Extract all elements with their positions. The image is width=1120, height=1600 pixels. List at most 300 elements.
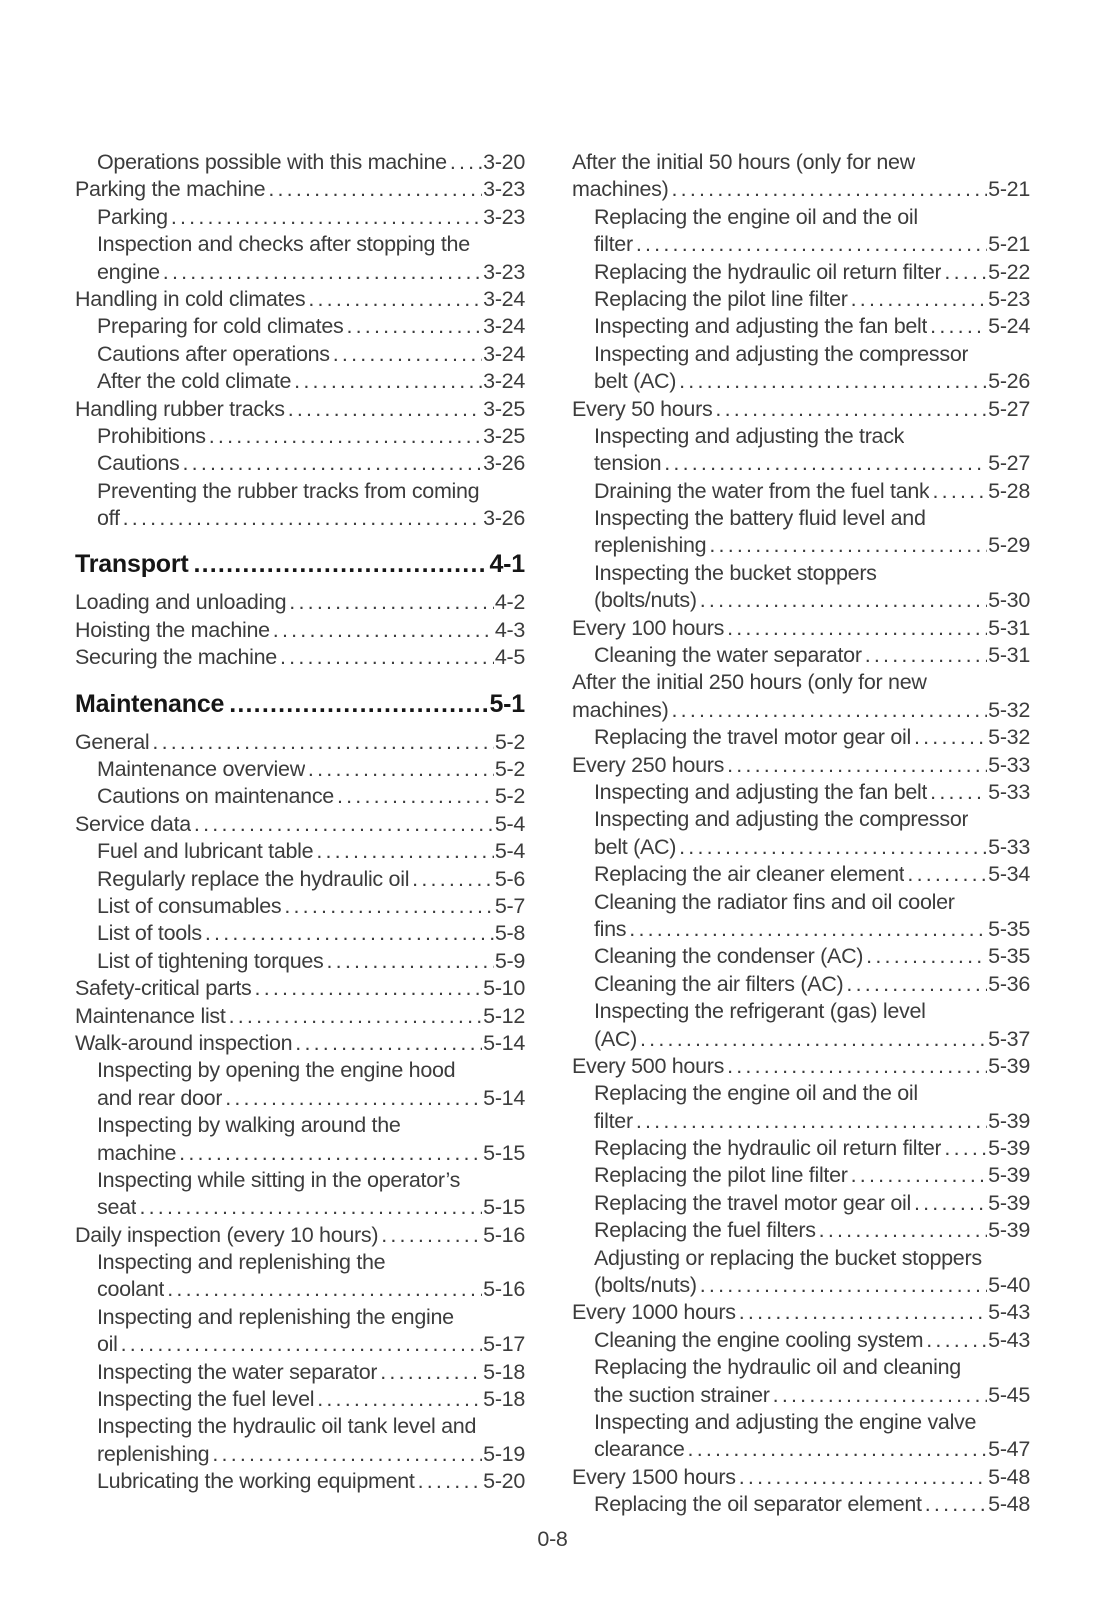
dot-leader (176, 1141, 482, 1166)
toc-page-number: 5-43 (988, 1300, 1030, 1325)
toc-page-number: 4-2 (494, 590, 525, 615)
toc-page-number: 5-9 (494, 948, 525, 973)
toc-entry-text: Replacing the pilot line filter (594, 286, 848, 311)
toc-page-number: 5-27 (988, 396, 1030, 421)
toc-entry-text: Every 250 hours (572, 752, 725, 777)
dot-leader (661, 451, 987, 476)
toc-entry (75, 314, 525, 341)
toc-page-number: 5-31 (988, 615, 1030, 640)
dot-leader (668, 177, 987, 202)
dot-leader (676, 369, 987, 394)
toc-page-number: 5-40 (988, 1273, 1030, 1298)
toc-entry (75, 949, 525, 976)
toc-entry-text: General (75, 729, 150, 754)
toc-page-number: 3-23 (483, 259, 525, 284)
toc-page-number: 5-10 (483, 976, 525, 1001)
toc-entry-text: Cautions on maintenance (97, 784, 334, 809)
dot-leader (941, 260, 987, 285)
toc-entry-text: oil (97, 1332, 118, 1357)
toc-entry (572, 890, 1030, 917)
dot-leader (409, 867, 494, 892)
toc-page-number: 3-26 (483, 506, 525, 531)
dot-leader (626, 917, 987, 942)
dot-leader (927, 780, 987, 805)
dot-leader (863, 944, 987, 969)
toc-entry-text: machine (97, 1140, 177, 1165)
toc-page-number: 5-47 (988, 1437, 1030, 1462)
toc-entry-text: Inspecting the fuel level (97, 1387, 315, 1412)
dot-leader (668, 698, 987, 723)
toc-page-number: 5-29 (988, 533, 1030, 558)
toc-entry (75, 1442, 525, 1469)
toc-entry (75, 1004, 525, 1031)
toc-entry (572, 342, 1030, 369)
toc-page-number: 3-23 (483, 204, 525, 229)
toc-entry-text: seat (97, 1195, 137, 1220)
toc-page-number: 3-24 (483, 286, 525, 311)
toc-entry-text: Inspecting the battery fluid level and (594, 506, 926, 531)
toc-page-number: 5-14 (483, 1085, 525, 1110)
toc-entry (572, 479, 1030, 506)
toc-entry (75, 590, 525, 617)
toc-entry (572, 1273, 1030, 1300)
toc-entry (75, 784, 525, 811)
toc-entry-text: (AC) (594, 1026, 637, 1051)
toc-page-number: 5-4 (494, 839, 525, 864)
toc-page-number: 5-2 (494, 784, 525, 809)
toc-section-heading (75, 550, 525, 579)
toc-page-number: 5-39 (988, 1163, 1030, 1188)
toc-entry-text: Replacing the travel motor gear oil (594, 725, 911, 750)
toc-entry-text: Replacing the engine oil and the oil (594, 204, 918, 229)
toc-page-number: 5-39 (988, 1190, 1030, 1215)
dot-leader (706, 533, 987, 558)
toc-entry (75, 645, 525, 672)
toc-entry-text: Inspecting and adjusting the track (594, 423, 905, 448)
toc-page-number: 5-39 (988, 1108, 1030, 1133)
toc-entry (75, 1195, 525, 1222)
toc-entry-text: Inspecting and replenishing the (97, 1250, 386, 1275)
toc-entry-text: Operations possible with this machine (97, 150, 447, 174)
toc-entry-text: After the initial 250 hours (only for new (572, 670, 927, 695)
toc-entry (75, 479, 525, 506)
dot-leader (305, 287, 482, 312)
dot-leader (378, 1223, 482, 1248)
toc-entry (75, 369, 525, 396)
toc-entry (572, 835, 1030, 862)
dot-leader (697, 588, 987, 613)
toc-entry (572, 1027, 1030, 1054)
dot-leader (724, 1054, 987, 1079)
toc-entry-text: Safety-critical parts (75, 976, 252, 1001)
dot-leader (164, 1277, 482, 1302)
toc-page-number: 4-1 (489, 550, 525, 579)
toc-page-number: 5-45 (988, 1382, 1030, 1407)
toc-entry-text: Inspecting by walking around the (97, 1113, 401, 1138)
toc-entry (75, 1360, 525, 1387)
toc-entry (572, 1328, 1030, 1355)
toc-entry-text: Replacing the air cleaner element (594, 862, 905, 887)
toc-entry-text: Regularly replace the hydraulic oil (97, 866, 410, 891)
toc-entry (75, 1277, 525, 1304)
toc-entry-text: fins (594, 916, 627, 941)
toc-entry (572, 1191, 1030, 1218)
dot-leader (736, 1465, 987, 1490)
toc-entry-text: Maintenance (75, 689, 225, 718)
dot-leader (927, 314, 987, 339)
dot-leader (848, 1163, 988, 1188)
toc-entry-text: Daily inspection (every 10 hours) (75, 1222, 379, 1247)
toc-entry-text: machines) (572, 177, 669, 202)
toc-entry-text: Inspecting and adjusting the engine valve (594, 1409, 977, 1434)
dot-leader (676, 835, 987, 860)
toc-entry (572, 287, 1030, 314)
toc-entry-text: Cleaning the radiator fins and oil cooler (594, 889, 955, 914)
dot-leader (904, 862, 987, 887)
toc-entry (75, 451, 525, 478)
toc-entry (572, 1437, 1030, 1464)
dot-leader (323, 949, 493, 974)
dot-leader (712, 397, 987, 422)
toc-entry-text: Adjusting or replacing the bucket stoppers (594, 1245, 982, 1270)
toc-entry-text: After the cold climate (97, 369, 292, 394)
toc-entry (75, 618, 525, 645)
toc-entry (75, 1305, 525, 1332)
toc-entry-text: Replacing the pilot line filter (594, 1163, 848, 1188)
toc-entry (75, 812, 525, 839)
toc-entry (572, 205, 1030, 232)
toc-entry (572, 1246, 1030, 1273)
toc-entry-text: Preventing the rubber tracks from coming (97, 478, 480, 503)
toc-entry (75, 287, 525, 314)
toc-entry (572, 1300, 1030, 1327)
toc-entry-text: Maintenance list (75, 1003, 226, 1028)
toc-entry-text: Inspection and checks after stopping the (97, 232, 470, 257)
dot-leader (736, 1300, 987, 1325)
toc-entry (572, 260, 1030, 287)
toc-entry-text: replenishing (594, 533, 707, 558)
toc-page-number: 5-21 (988, 232, 1030, 257)
toc-entry (572, 698, 1030, 725)
toc-entry-text: List of tools (97, 921, 202, 946)
toc-entry (75, 1223, 525, 1250)
dot-leader (285, 397, 482, 422)
toc-entry-text: coolant (97, 1277, 165, 1302)
dot-leader (929, 479, 987, 504)
dot-leader (637, 1027, 987, 1052)
toc-entry (572, 1163, 1030, 1190)
toc-page-number: 5-26 (988, 369, 1030, 394)
toc-entry-text: Fuel and lubricant table (97, 839, 314, 864)
dot-leader (633, 1109, 987, 1134)
dot-leader (202, 921, 494, 946)
toc-entry-text: Every 1500 hours (572, 1464, 736, 1489)
toc-page-number: 5-32 (988, 697, 1030, 722)
toc-entry (572, 1492, 1030, 1519)
toc-entry-text: Inspecting the water separator (97, 1359, 378, 1384)
dot-leader (305, 757, 494, 782)
toc-entry (75, 342, 525, 369)
toc-page-number: 5-32 (988, 725, 1030, 750)
toc-entry (572, 807, 1030, 834)
toc-page-number: 5-2 (494, 729, 525, 754)
dot-leader (343, 314, 482, 339)
toc-entry-text: Inspecting and adjusting the fan belt (594, 314, 928, 339)
toc-entry (572, 917, 1030, 944)
toc-entry (572, 643, 1030, 670)
toc-page-number: 4-3 (494, 617, 525, 642)
dot-leader (415, 1469, 483, 1494)
toc-entry (572, 150, 1030, 177)
toc-entry-text: Every 1000 hours (572, 1300, 736, 1325)
dot-leader (270, 618, 494, 643)
toc-entry (572, 944, 1030, 971)
toc-entry (572, 972, 1030, 999)
dot-leader (941, 1136, 987, 1161)
toc-page-number: 5-18 (483, 1387, 525, 1412)
toc-entry (75, 1031, 525, 1058)
toc-entry-text: Draining the water from the fuel tank (594, 478, 930, 503)
toc-entry (75, 1387, 525, 1414)
toc-entry (572, 1465, 1030, 1492)
toc-entry (75, 894, 525, 921)
toc-entry-text: Every 50 hours (572, 396, 713, 421)
toc-page-number: 5-16 (483, 1222, 525, 1247)
dot-leader (862, 643, 987, 668)
toc-page-number: 5-39 (988, 1053, 1030, 1078)
toc-entry-text: Cleaning the engine cooling system (594, 1327, 924, 1352)
toc-entry (572, 451, 1030, 478)
toc-page-number: 5-22 (988, 259, 1030, 284)
toc-entry-text: and rear door (97, 1085, 223, 1110)
toc-page-number: 5-21 (988, 177, 1030, 202)
toc-entry-text: the suction strainer (594, 1382, 770, 1407)
dot-leader (252, 976, 483, 1001)
toc-entry (75, 1469, 525, 1496)
dot-leader (179, 451, 482, 476)
toc-entry-text: (bolts/nuts) (594, 588, 697, 613)
dot-leader (334, 784, 494, 809)
toc-page-number: 5-14 (483, 1030, 525, 1055)
toc-page-number: 5-8 (494, 921, 525, 946)
toc-page-number: 5-34 (988, 862, 1030, 887)
toc-entry (75, 1332, 525, 1359)
toc-page-number: 5-24 (988, 314, 1030, 339)
toc-entry-text: Replacing the travel motor gear oil (594, 1190, 911, 1215)
toc-entry-text: Parking the machine (75, 177, 266, 202)
dot-leader (816, 1218, 988, 1243)
toc-page-number: 5-37 (988, 1026, 1030, 1051)
toc-entry-text: Inspecting while sitting in the operator’s (97, 1167, 461, 1192)
toc-entry (572, 424, 1030, 451)
toc-entry-text: clearance (594, 1437, 685, 1462)
toc-column-left (75, 150, 525, 1520)
toc-page-number: 3-25 (483, 423, 525, 448)
page-number-footer: 0-8 (537, 1527, 568, 1551)
toc-entry-text: replenishing (97, 1441, 210, 1466)
dot-leader (313, 839, 494, 864)
dot-leader (209, 1442, 482, 1467)
toc-entry-text: belt (AC) (594, 834, 677, 859)
toc-entry (572, 862, 1030, 889)
toc-entry-text: Replacing the fuel filters (594, 1218, 816, 1243)
toc-page-number: 5-31 (988, 643, 1030, 668)
toc-page-number: 3-25 (483, 396, 525, 421)
toc-page-number: 5-33 (988, 834, 1030, 859)
toc-entry-text: engine (97, 259, 160, 284)
dot-leader (314, 1387, 482, 1412)
toc-entry-text: off (97, 506, 120, 531)
toc-page-number: 5-1 (489, 689, 525, 718)
toc-entry-text: Inspecting and adjusting the compressor (594, 341, 969, 366)
toc-entry-text: Service data (75, 811, 191, 836)
toc-entry-text: Every 500 hours (572, 1053, 725, 1078)
toc-entry-text: Maintenance overview (97, 757, 305, 782)
toc-entry (75, 177, 525, 204)
dot-leader (136, 1195, 482, 1220)
toc-entry-text: Prohibitions (97, 423, 206, 448)
toc-entry (75, 921, 525, 948)
toc-entry (572, 1383, 1030, 1410)
dot-leader (291, 369, 482, 394)
toc-entry-text: belt (AC) (594, 369, 677, 394)
toc-page-number: 3-20 (483, 150, 525, 174)
toc-page-number: 5-4 (494, 811, 525, 836)
toc-entry (75, 424, 525, 451)
toc-entry (75, 1113, 525, 1140)
dot-leader (843, 972, 987, 997)
toc-page-number: 3-24 (483, 314, 525, 339)
dot-leader (286, 590, 494, 615)
dot-leader (281, 894, 493, 919)
toc-page-number: 5-35 (988, 944, 1030, 969)
toc-entry (75, 757, 525, 784)
toc-content (75, 150, 1030, 1520)
toc-entry (75, 1414, 525, 1441)
toc-entry-text: List of tightening torques (97, 948, 324, 973)
dot-leader (724, 753, 987, 778)
toc-page-number: 5-39 (988, 1136, 1030, 1161)
toc-entry-text: Replacing the hydraulic oil return filter (594, 1136, 942, 1161)
toc-page-number: 5-33 (988, 779, 1030, 804)
dot-leader (191, 812, 494, 837)
toc-entry (572, 314, 1030, 341)
toc-entry-text: Inspecting the hydraulic oil tank level and (97, 1414, 477, 1439)
toc-entry-text: machines) (572, 697, 669, 722)
toc-entry (75, 260, 525, 287)
toc-entry-text: filter (594, 232, 633, 257)
toc-entry-text: tension (594, 451, 662, 476)
toc-entry-text: Inspecting and adjusting the compressor (594, 807, 969, 832)
toc-entry-text: Securing the machine (75, 645, 277, 670)
dot-leader (633, 232, 987, 257)
dot-leader (118, 1332, 483, 1357)
toc-page-number: 5-15 (483, 1140, 525, 1165)
toc-entry-text: Inspecting and replenishing the engine (97, 1304, 454, 1329)
toc-entry (572, 1136, 1030, 1163)
dot-leader (149, 730, 493, 755)
toc-page-number: 5-48 (988, 1464, 1030, 1489)
toc-entry (572, 588, 1030, 615)
toc-entry-text: Cautions after operations (97, 341, 330, 366)
toc-entry (75, 839, 525, 866)
toc-entry (572, 561, 1030, 588)
toc-page-number: 5-12 (483, 1003, 525, 1028)
dot-leader (922, 1492, 987, 1517)
dot-leader (330, 342, 482, 367)
toc-entry (572, 999, 1030, 1026)
toc-entry-text: (bolts/nuts) (594, 1273, 697, 1298)
toc-entry-text: Inspecting the bucket stoppers (594, 560, 877, 585)
toc-entry (572, 1355, 1030, 1382)
toc-entry (572, 506, 1030, 533)
dot-leader (447, 150, 482, 175)
dot-leader (160, 260, 482, 285)
toc-entry (572, 753, 1030, 780)
toc-entry (572, 1410, 1030, 1437)
toc-entry-text: Cleaning the condenser (AC) (594, 944, 864, 969)
toc-page-number: 5-19 (483, 1441, 525, 1466)
toc-entry (572, 616, 1030, 643)
toc-page-number: 3-24 (483, 341, 525, 366)
toc-entry-text: Parking (97, 204, 168, 229)
toc-entry-text: Hoisting the machine (75, 617, 270, 642)
toc-entry (572, 232, 1030, 259)
toc-entry-text: Loading and unloading (75, 590, 287, 615)
toc-entry (572, 725, 1030, 752)
toc-page-number: 5-16 (483, 1277, 525, 1302)
toc-entry-text: Replacing the hydraulic oil return filter (594, 259, 942, 284)
dot-leader (770, 1383, 988, 1408)
toc-entry (75, 1086, 525, 1113)
toc-entry-text: Inspecting the refrigerant (gas) level (594, 999, 926, 1024)
toc-entry (75, 1168, 525, 1195)
toc-page-number: 4-5 (494, 645, 525, 670)
toc-entry-text: After the initial 50 hours (only for new (572, 150, 915, 174)
toc-page-number: 5-20 (483, 1469, 525, 1494)
toc-entry-text: Replacing the hydraulic oil and cleaning (594, 1355, 961, 1380)
dot-leader (911, 725, 987, 750)
toc-entry (75, 506, 525, 533)
toc-entry (572, 397, 1030, 424)
dot-leader (923, 1328, 987, 1353)
toc-page-number: 5-23 (988, 286, 1030, 311)
toc-entry (572, 177, 1030, 204)
toc-entry (572, 533, 1030, 560)
toc-page-number: 5-27 (988, 451, 1030, 476)
toc-entry-text: Inspecting by opening the engine hood (97, 1058, 456, 1083)
toc-page-number: 3-24 (483, 369, 525, 394)
toc-page-number: 5-48 (988, 1492, 1030, 1517)
dot-leader (120, 506, 483, 531)
toc-entry (75, 205, 525, 232)
toc-entry-text: Preparing for cold climates (97, 314, 344, 339)
dot-leader (697, 1273, 987, 1298)
toc-entry (75, 867, 525, 894)
toc-section-heading (75, 690, 525, 719)
dot-leader (206, 424, 482, 449)
toc-page-number: 5-36 (988, 971, 1030, 996)
toc-page-number: 5-35 (988, 916, 1030, 941)
dot-leader (168, 205, 482, 230)
toc-page-number: 5-17 (483, 1332, 525, 1357)
toc-entry-text: Cleaning the water separator (594, 643, 862, 668)
toc-column-right (572, 150, 1030, 1520)
toc-entry-text: Inspecting and adjusting the fan belt (594, 779, 928, 804)
toc-page-number: 5-18 (483, 1359, 525, 1384)
toc-entry (572, 670, 1030, 697)
dot-leader (292, 1031, 482, 1056)
